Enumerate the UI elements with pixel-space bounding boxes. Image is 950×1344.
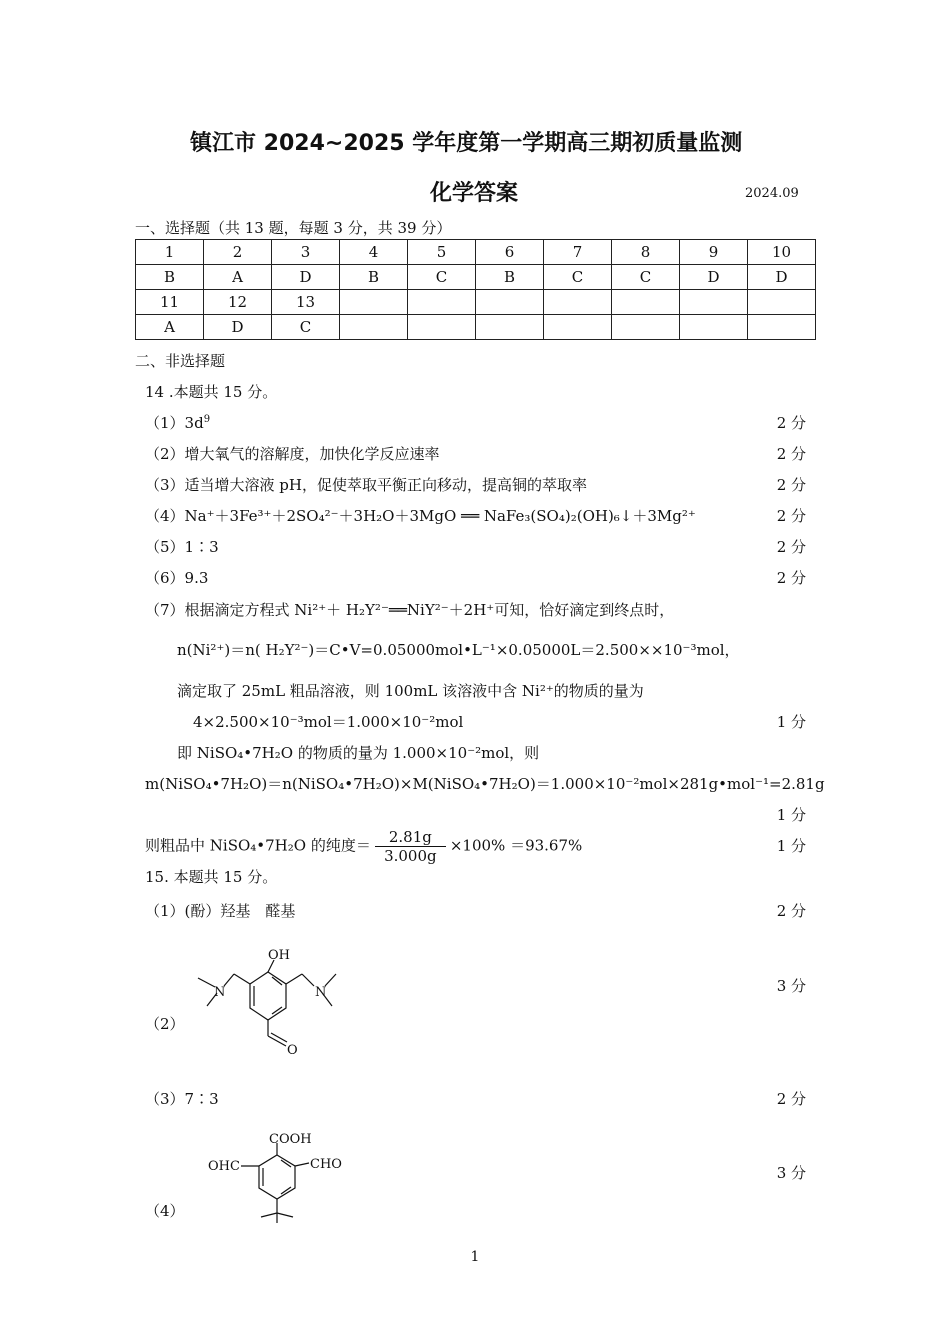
structure-diagram-q15-4 bbox=[205, 1125, 355, 1235]
q14-answer-7-line5: 即 NiSO₄•7H₂O 的物质的量为 1.000×10⁻²mol，则 bbox=[177, 744, 540, 762]
n-label: N bbox=[315, 985, 327, 1000]
score-label: 1 分 bbox=[776, 837, 806, 855]
q15-answer-1: （1）(酚）羟基 醛基 bbox=[145, 902, 296, 920]
table-cell bbox=[340, 315, 408, 340]
table-cell: 5 bbox=[408, 240, 476, 265]
table-cell: B bbox=[136, 265, 204, 290]
q14-answer-3: （3）适当增大溶液 pH，促使萃取平衡正向移动，提高铜的萃取率 bbox=[145, 476, 587, 494]
score-label: 2 分 bbox=[776, 476, 806, 494]
table-cell: B bbox=[476, 265, 544, 290]
table-cell bbox=[408, 290, 476, 315]
purity-fraction bbox=[375, 828, 446, 865]
q14-answer-7-line2: n(Ni²⁺)＝n( H₂Y²⁻)＝C•V=0.05000mol•L⁻¹×0.05000L＝2.500××10⁻³mol， bbox=[177, 641, 740, 659]
q14-answer-7-purity bbox=[145, 828, 582, 865]
table-cell bbox=[612, 315, 680, 340]
table-cell: A bbox=[204, 265, 272, 290]
q14-answer-1 bbox=[145, 412, 210, 433]
table-cell: C bbox=[612, 265, 680, 290]
q14-answer-1-sup: 9 bbox=[203, 414, 211, 425]
table-cell bbox=[612, 290, 680, 315]
table-cell bbox=[340, 290, 408, 315]
document-date: 2024.09 bbox=[745, 186, 799, 201]
n-label: N bbox=[214, 985, 226, 1000]
answer-table bbox=[135, 239, 816, 340]
oh-label: OH bbox=[268, 948, 290, 963]
table-cell: A bbox=[136, 315, 204, 340]
fraction-numerator: 2.81g bbox=[375, 828, 446, 847]
page-title: 镇江市 2024~2025 学年度第一学期高三期初质量监测 bbox=[190, 131, 743, 156]
table-cell: B bbox=[340, 265, 408, 290]
cho-label: CHO bbox=[310, 1157, 342, 1172]
q14-answer-6: （6）9.3 bbox=[145, 569, 209, 587]
q15-answer-3: （3）7∶3 bbox=[145, 1090, 219, 1108]
score-label: 2 分 bbox=[776, 414, 806, 432]
section2-heading: 二、非选择题 bbox=[135, 352, 226, 370]
q14-answer-7-line6: m(NiSO₄•7H₂O)＝n(NiSO₄•7H₂O)×M(NiSO₄•7H₂O)＝1.000×10⁻²mol×281g•mol⁻¹=2.81g bbox=[145, 775, 825, 793]
score-label: 2 分 bbox=[776, 507, 806, 525]
score-label: 2 分 bbox=[776, 1090, 806, 1108]
structure-diagram-q15-2 bbox=[190, 940, 350, 1060]
purity-prefix: 则粗品中 NiSO₄•7H₂O 的纯度＝ bbox=[145, 836, 371, 855]
q14-answer-5: （5）1∶3 bbox=[145, 538, 219, 556]
section1-heading: 一、选择题（共 13 题，每题 3 分，共 39 分） bbox=[135, 219, 452, 237]
table-cell bbox=[680, 315, 748, 340]
table-cell: 10 bbox=[748, 240, 816, 265]
table-cell: 1 bbox=[136, 240, 204, 265]
table-row bbox=[136, 265, 816, 290]
table-cell: 13 bbox=[272, 290, 340, 315]
score-label: 1 分 bbox=[776, 713, 806, 731]
table-cell: 11 bbox=[136, 290, 204, 315]
cooh-label: COOH bbox=[269, 1132, 312, 1147]
q14-answer-2: （2）增大氧气的溶解度，加快化学反应速率 bbox=[145, 445, 440, 463]
table-cell: C bbox=[272, 315, 340, 340]
table-cell: 12 bbox=[204, 290, 272, 315]
q14-heading: 14 .本题共 15 分。 bbox=[145, 383, 278, 401]
table-cell: D bbox=[680, 265, 748, 290]
table-cell: 3 bbox=[272, 240, 340, 265]
purity-suffix: ×100% ＝93.67% bbox=[449, 836, 583, 855]
table-cell: 4 bbox=[340, 240, 408, 265]
score-label: 2 分 bbox=[776, 569, 806, 587]
table-row bbox=[136, 290, 816, 315]
score-label: 2 分 bbox=[776, 538, 806, 556]
table-cell bbox=[476, 290, 544, 315]
table-cell: C bbox=[544, 265, 612, 290]
score-label: 2 分 bbox=[776, 902, 806, 920]
table-cell bbox=[748, 290, 816, 315]
page-subtitle: 化学答案 bbox=[430, 181, 519, 206]
q14-answer-4: （4）Na⁺＋3Fe³⁺＋2SO₄²⁻＋3H₂O＋3MgO ══ NaFe₃(SO₄)₂(OH)₆↓＋3Mg²⁺ bbox=[145, 507, 696, 525]
score-label: 3 分 bbox=[776, 977, 806, 995]
table-cell: D bbox=[204, 315, 272, 340]
o-label: O bbox=[287, 1043, 298, 1058]
table-cell bbox=[408, 315, 476, 340]
q15-heading: 15. 本题共 15 分。 bbox=[145, 868, 278, 886]
q15-answer-2-label: （2） bbox=[145, 1015, 185, 1033]
table-row bbox=[136, 240, 816, 265]
q14-answer-7-line4: 4×2.500×10⁻³mol＝1.000×10⁻²mol bbox=[193, 713, 464, 731]
q14-answer-7-line3: 滴定取了 25mL 粗品溶液，则 100mL 该溶液中含 Ni²⁺的物质的量为 bbox=[177, 682, 644, 700]
table-cell: 7 bbox=[544, 240, 612, 265]
table-cell: D bbox=[748, 265, 816, 290]
table-cell bbox=[680, 290, 748, 315]
table-cell bbox=[476, 315, 544, 340]
table-cell: 8 bbox=[612, 240, 680, 265]
page-number: 1 bbox=[470, 1249, 480, 1265]
score-label: 1 分 bbox=[776, 806, 806, 824]
table-row bbox=[136, 315, 816, 340]
score-label: 3 分 bbox=[776, 1164, 806, 1182]
table-cell: C bbox=[408, 265, 476, 290]
table-cell bbox=[544, 315, 612, 340]
table-cell: D bbox=[272, 265, 340, 290]
q14-answer-1-text: （1）3d bbox=[145, 414, 204, 432]
table-cell bbox=[748, 315, 816, 340]
table-cell: 2 bbox=[204, 240, 272, 265]
q15-answer-4-label: （4） bbox=[145, 1202, 185, 1220]
q14-answer-7-line1: （7）根据滴定方程式 Ni²⁺＋ H₂Y²⁻══NiY²⁻＋2H⁺可知，恰好滴定到终点时， bbox=[145, 601, 675, 619]
fraction-denominator: 3.000g bbox=[384, 847, 437, 865]
ohc-label: OHC bbox=[208, 1159, 240, 1174]
table-cell bbox=[544, 290, 612, 315]
table-cell: 9 bbox=[680, 240, 748, 265]
table-cell: 6 bbox=[476, 240, 544, 265]
score-label: 2 分 bbox=[776, 445, 806, 463]
